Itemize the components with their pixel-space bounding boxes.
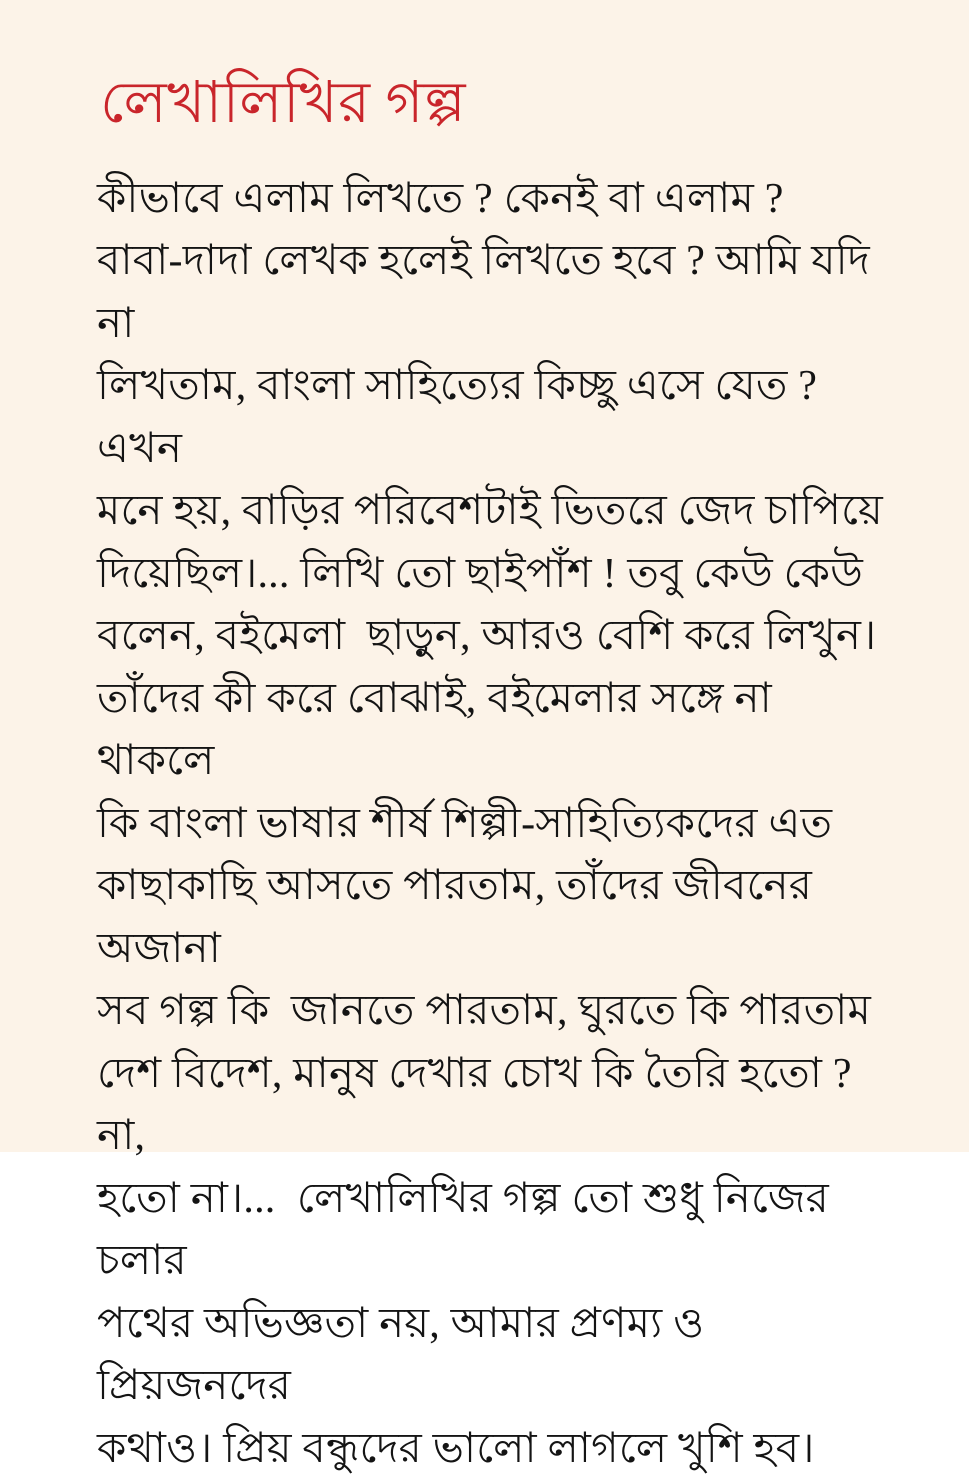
text-line: সব গল্প কি জানতে পারতাম, ঘুরতে কি পারতাম [97, 988, 871, 1035]
text-line: লিখতাম, বাংলা সাহিত্যের কিচ্ছু এসে যেত ? এখন [97, 363, 828, 472]
text-line: কি বাংলা ভাষার শীর্ষ শিল্পী-সাহিত্যিকদের এত [97, 800, 833, 847]
text-line: কাছাকাছি আসতে পারতাম, তাঁদের জীবনের অজানা [97, 863, 823, 972]
text-line: পথের অভিজ্ঞতা নয়, আমার প্রণম্য ও প্রিয়জনদের [97, 1300, 715, 1410]
page-title: লেখালিখির গল্প [100, 70, 466, 135]
text-line: তাঁদের কী করে বোঝাই, বইমেলার সঙ্গে না থাকলে [97, 675, 783, 785]
text-line: কীভাবে এলাম লিখতে ? কেনই বা এলাম ? [97, 175, 784, 222]
body-text [97, 168, 899, 1480]
text-line: হতো না।... লেখালিখির গল্প তো শুধু নিজের চলার [97, 1175, 840, 1285]
text-line: বলেন, বইমেলা ছাড়ুন, আরও বেশি করে লিখুন। [97, 613, 877, 660]
text-line: বাবা-দাদা লেখক হলেই লিখতে হবে ? আমি যদি না [97, 238, 881, 347]
text-line: দিয়েছিল।... লিখি তো ছাইপাঁশ ! তবু কেউ কেউ [97, 550, 864, 597]
text-line: কথাও। প্রিয় বন্ধুদের ভালো লাগলে খুশি হব। [97, 1425, 815, 1472]
text-line: মনে হয়, বাড়ির পরিবেশটাই ভিতরে জেদ চাপিয়ে [97, 488, 883, 535]
text-line: দেশ বিদেশ, মানুষ দেখার চোখ কি তৈরি হতো ? না, [97, 1050, 863, 1160]
